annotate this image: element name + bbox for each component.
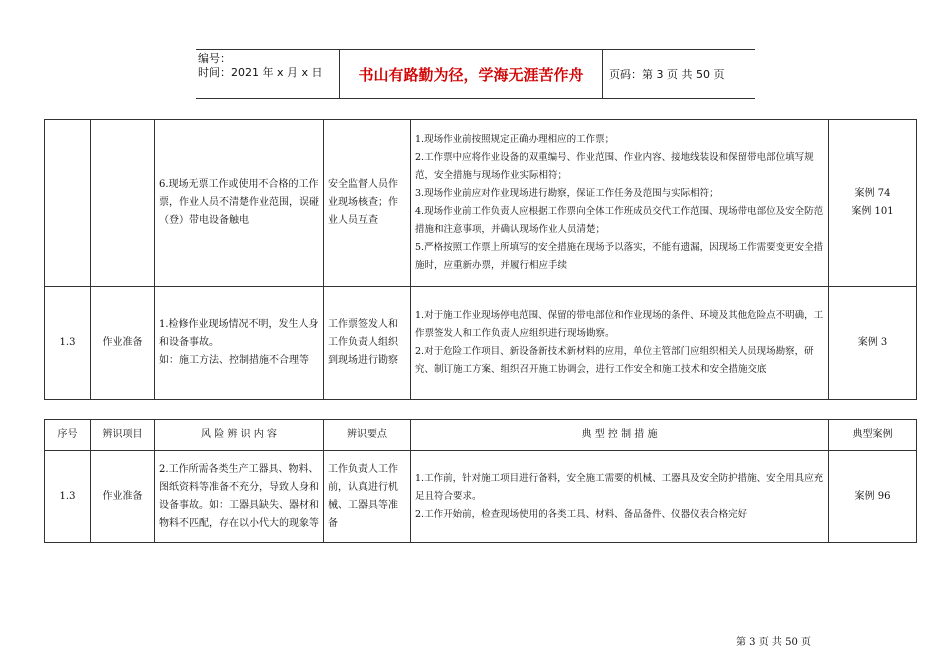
key-point: 安全监督人员作业现场核查；作业人员互查 — [324, 120, 411, 287]
typical-cases — [829, 120, 917, 287]
header-cell-risk: 风 险 辨 识 内 容 — [155, 420, 324, 451]
measure-line: 2.工作票中应将作业设备的双重编号、作业范围、作业内容、接地线装设和保留带电部位填写规范，安全措施与现场作业实际相符； — [415, 152, 814, 181]
header-cell-item: 辨识项目 — [91, 420, 155, 451]
key-point: 工作负责人工作前，认真进行机械、工器具等准备 — [324, 451, 411, 543]
case-ref: 案例 96 — [854, 490, 891, 502]
table-row — [45, 120, 917, 287]
control-measures — [411, 287, 829, 400]
header-cell-cases: 典型案例 — [829, 420, 917, 451]
risk-content: 2.工作所需各类生产工器具、物料、图纸资料等准备不充分，导致人身和设备事故。如：工器具缺失、器材和物料不匹配，存在以小代大的现象等 — [155, 451, 324, 543]
risk-content: 1.检修作业现场情况不明，发生人身和设备事故。 如：施工方法、控制措施不合理等 — [155, 287, 324, 400]
table-header-row — [45, 420, 917, 451]
document-number-label: 编号： — [198, 52, 231, 65]
measure-line: 2.对于危险工作项目、新设备新技术新材料的应用，单位主管部门应组织相关人员现场勘察，研究、制订施工方案、组织召开施工协调会，进行工作安全和施工技术和安全措施交底 — [415, 346, 814, 375]
case-ref: 案例 101 — [851, 206, 894, 217]
header-cell-no: 序号 — [45, 420, 91, 451]
page-footer: 第 3 页 共 50 页 — [736, 637, 811, 648]
case-ref: 案例 3 — [857, 337, 888, 348]
header-meta — [196, 50, 340, 98]
row-number: 1.3 — [45, 287, 91, 400]
measure-line: 2.工作开始前，检查现场使用的各类工具、材料、备品备件、仪器仪表合格完好 — [415, 508, 748, 520]
header-page-info: 页码：第 3 页 共 50 页 — [609, 68, 725, 81]
measure-line: 5.严格按照工作票上所填写的安全措施在现场予以落实，不能有遗漏，因现场工作需要变更安全措施时，应重新办票，并履行相应手续 — [415, 242, 824, 271]
header-cell-key: 辨识要点 — [324, 420, 411, 451]
measure-line: 1.对于施工作业现场停电范围、保留的带电部位和作业现场的条件、环境及其他危险点不明确，工作票签发人和工作负责人应组织进行现场勘察。 — [415, 310, 824, 339]
typical-cases — [829, 451, 917, 543]
measure-line: 1.现场作业前按照规定正确办理相应的工作票； — [415, 134, 615, 145]
document-header — [196, 49, 755, 99]
row-number: 1.3 — [45, 451, 91, 543]
row-item: 作业准备 — [91, 451, 155, 543]
case-ref: 案例 74 — [854, 188, 891, 199]
risk-content: 6.现场无票工作或使用不合格的工作票，作业人员不清楚作业范围，误碰（登）带电设备触电 — [155, 120, 324, 287]
key-point: 工作票签发人和工作负责人组织到现场进行勘察 — [324, 287, 411, 400]
typical-cases — [829, 287, 917, 400]
row-item — [91, 120, 155, 287]
control-measures — [411, 451, 829, 543]
header-motto: 书山有路勤为径，学海无涯苦作舟 — [340, 50, 603, 98]
measure-line: 1.工作前，针对施工项目进行备料，安全施工需要的机械、工器具及安全防护措施、安全用具应充足且符合要求。 — [415, 472, 824, 502]
row-number — [45, 120, 91, 287]
table-row — [45, 287, 917, 400]
risk-table — [44, 419, 917, 543]
table-row — [45, 451, 917, 543]
risk-table-continued — [44, 119, 917, 400]
control-measures — [411, 120, 829, 287]
row-item: 作业准备 — [91, 287, 155, 400]
header-cell-measures: 典 型 控 制 措 施 — [411, 420, 829, 451]
measure-line: 4.现场作业前工作负责人应根据工作票向全体工作班成员交代工作范围、现场带电部位及安全防范措施和注意事项，并确认现场作业人员清楚； — [415, 206, 824, 235]
measure-line: 3.现场作业前应对作业现场进行勘察，保证工作任务及范围与实际相符； — [415, 188, 719, 199]
document-time: 时间：2021 年 x 月 x 日 — [198, 66, 323, 79]
